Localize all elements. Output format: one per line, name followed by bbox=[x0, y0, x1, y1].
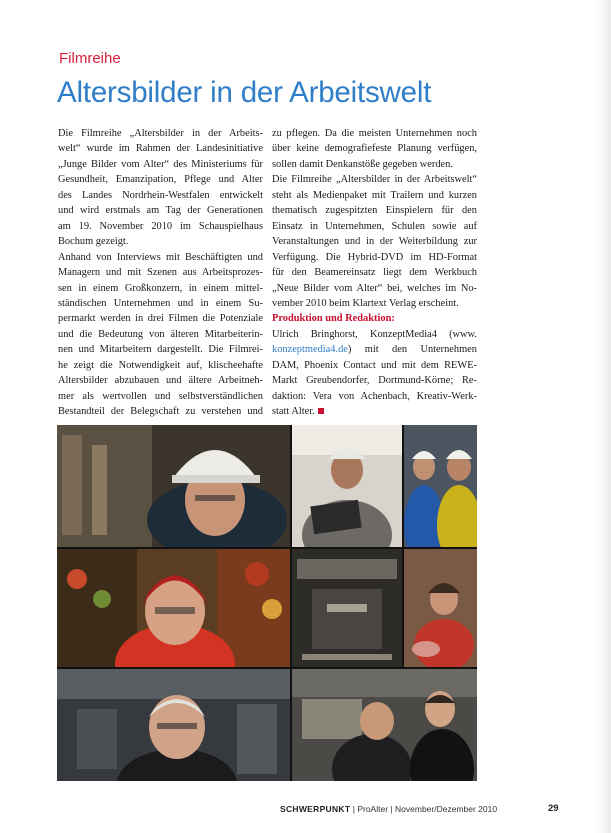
text-line: Einsatz in Unternehmen, Schulen sowie auf bbox=[272, 220, 477, 232]
photo-men-in-suits bbox=[292, 669, 477, 781]
text-line: zu pflegen. Da die meisten Unternehmen noch bbox=[272, 128, 477, 139]
photo-market-counter bbox=[404, 549, 477, 667]
text-line: Managern und mit Szenen aus Arbeitsprozes- bbox=[58, 267, 263, 279]
photo-supermarket-woman bbox=[57, 549, 290, 667]
text-line: Altersbilder abzubauen und ältere Arbeitneh- bbox=[58, 375, 263, 387]
credits-line bbox=[272, 327, 477, 342]
scan-edge bbox=[597, 0, 611, 833]
photo-man-with-tablet bbox=[292, 425, 402, 547]
text-line: „Junge Bilder vom Alter“ des Ministeriums für bbox=[58, 158, 263, 170]
credits-line bbox=[272, 342, 477, 357]
text-line: Bochum gezeigt. bbox=[58, 236, 129, 248]
text-line: nen und Mitarbeitern dargestellt. Die Filmrei- bbox=[58, 344, 263, 356]
text-line: Gesundheit, Emanzipation, Pflege und Alter bbox=[58, 174, 263, 186]
footer-issue: November/Dezember 2010 bbox=[395, 804, 498, 814]
text-line: Bestandteil der Belegschaft zu verstehen und bbox=[58, 406, 263, 418]
footer-section: SCHWERPUNKT bbox=[280, 804, 351, 814]
text-line: Anhand von Interviews mit Beschäftigten und bbox=[58, 251, 263, 263]
text-line: über keine demografiefeste Planung verfügen, bbox=[272, 143, 477, 155]
text-line: des Landes Nordrhein-Westfalen entwickelt bbox=[58, 189, 263, 201]
photo-collage bbox=[57, 425, 477, 781]
credits-website-link[interactable]: konzeptmedia4.de bbox=[272, 344, 348, 356]
credits-line: daktion: Vera von Achenbach, Kreativ-Werk- bbox=[272, 390, 477, 402]
text-line: vember 2010 beim Klartext Verlag erscheint. bbox=[272, 297, 459, 309]
text-line: Die Filmreihe „Altersbilder in der Arbeits- bbox=[58, 128, 263, 139]
footer-magazine: ProAlter bbox=[357, 804, 389, 814]
photo-older-man bbox=[57, 669, 290, 781]
text-line: Veranstaltungen und in der Weiterbildung zur bbox=[272, 236, 477, 248]
page-number: 29 bbox=[548, 803, 559, 814]
credits-line bbox=[272, 404, 477, 419]
text-line: und wird erstmals am Tag der Generationen bbox=[58, 205, 263, 217]
text-line: thematisch zugespitzten Einspielern für den bbox=[272, 205, 477, 217]
credits-text: ) mit den Unternehmen bbox=[347, 344, 477, 356]
credits-text: statt Alter. bbox=[272, 406, 315, 418]
photo-worker-helmet bbox=[57, 425, 290, 547]
article-kicker: Filmreihe bbox=[59, 50, 121, 67]
text-line: he zeigt die Notwendigkeit auf, klischeehafte bbox=[58, 359, 263, 371]
credits-text: Ulrich Bringhorst, KonzeptMedia4 (www. bbox=[272, 328, 477, 340]
photo-two-workers bbox=[404, 425, 477, 547]
text-line: und die Bedeutung von älteren Mitarbeiterin- bbox=[58, 328, 263, 340]
article-title: Altersbilder in der Arbeitswelt bbox=[57, 76, 432, 109]
credits-line: DAM, Phoenix Contact und mit dem REWE- bbox=[272, 359, 477, 371]
text-line: mer als wertvollen und selbstverständlichen bbox=[58, 390, 263, 402]
end-of-article-mark bbox=[318, 408, 324, 414]
text-line: welt“ wurde im Rahmen der Landesinitiative bbox=[58, 143, 263, 155]
text-line: für den Beamereinsatz liegt dem Werkbuch bbox=[272, 267, 477, 279]
page-footer bbox=[280, 804, 497, 814]
photo-machinery bbox=[292, 549, 402, 667]
text-line: am 19. November 2010 im Schauspielhaus bbox=[58, 220, 263, 232]
credits-line: Markt Greubendorfer, Dortmund-Körne; Re- bbox=[272, 375, 477, 387]
text-line: sen in einem Großkonzern, in einem mittel- bbox=[58, 282, 263, 294]
text-column-right bbox=[272, 126, 477, 420]
text-line: Verfügung. Die Hybrid-DVD im HD-Format bbox=[272, 251, 477, 263]
text-line: Die Filmreihe „Altersbilder in der Arbeitswelt“ bbox=[272, 174, 477, 186]
footer-separator: | bbox=[352, 804, 355, 814]
text-column-left bbox=[58, 126, 263, 420]
text-line: permarkt werden in drei Filmen die Potenziale bbox=[58, 313, 263, 325]
text-line: steht als Medienpaket mit Trailern und kurzen bbox=[272, 189, 477, 201]
credits-heading: Produktion und Redaktion: bbox=[272, 313, 395, 325]
text-line: ständischen Unternehmen und in einem Su- bbox=[58, 297, 263, 309]
text-line: sollen damit Denkanstöße gegeben werden. bbox=[272, 158, 453, 170]
text-line: „Neue Bilder vom Alter“ bei, welches im No- bbox=[272, 282, 477, 294]
footer-separator: | bbox=[390, 804, 393, 814]
